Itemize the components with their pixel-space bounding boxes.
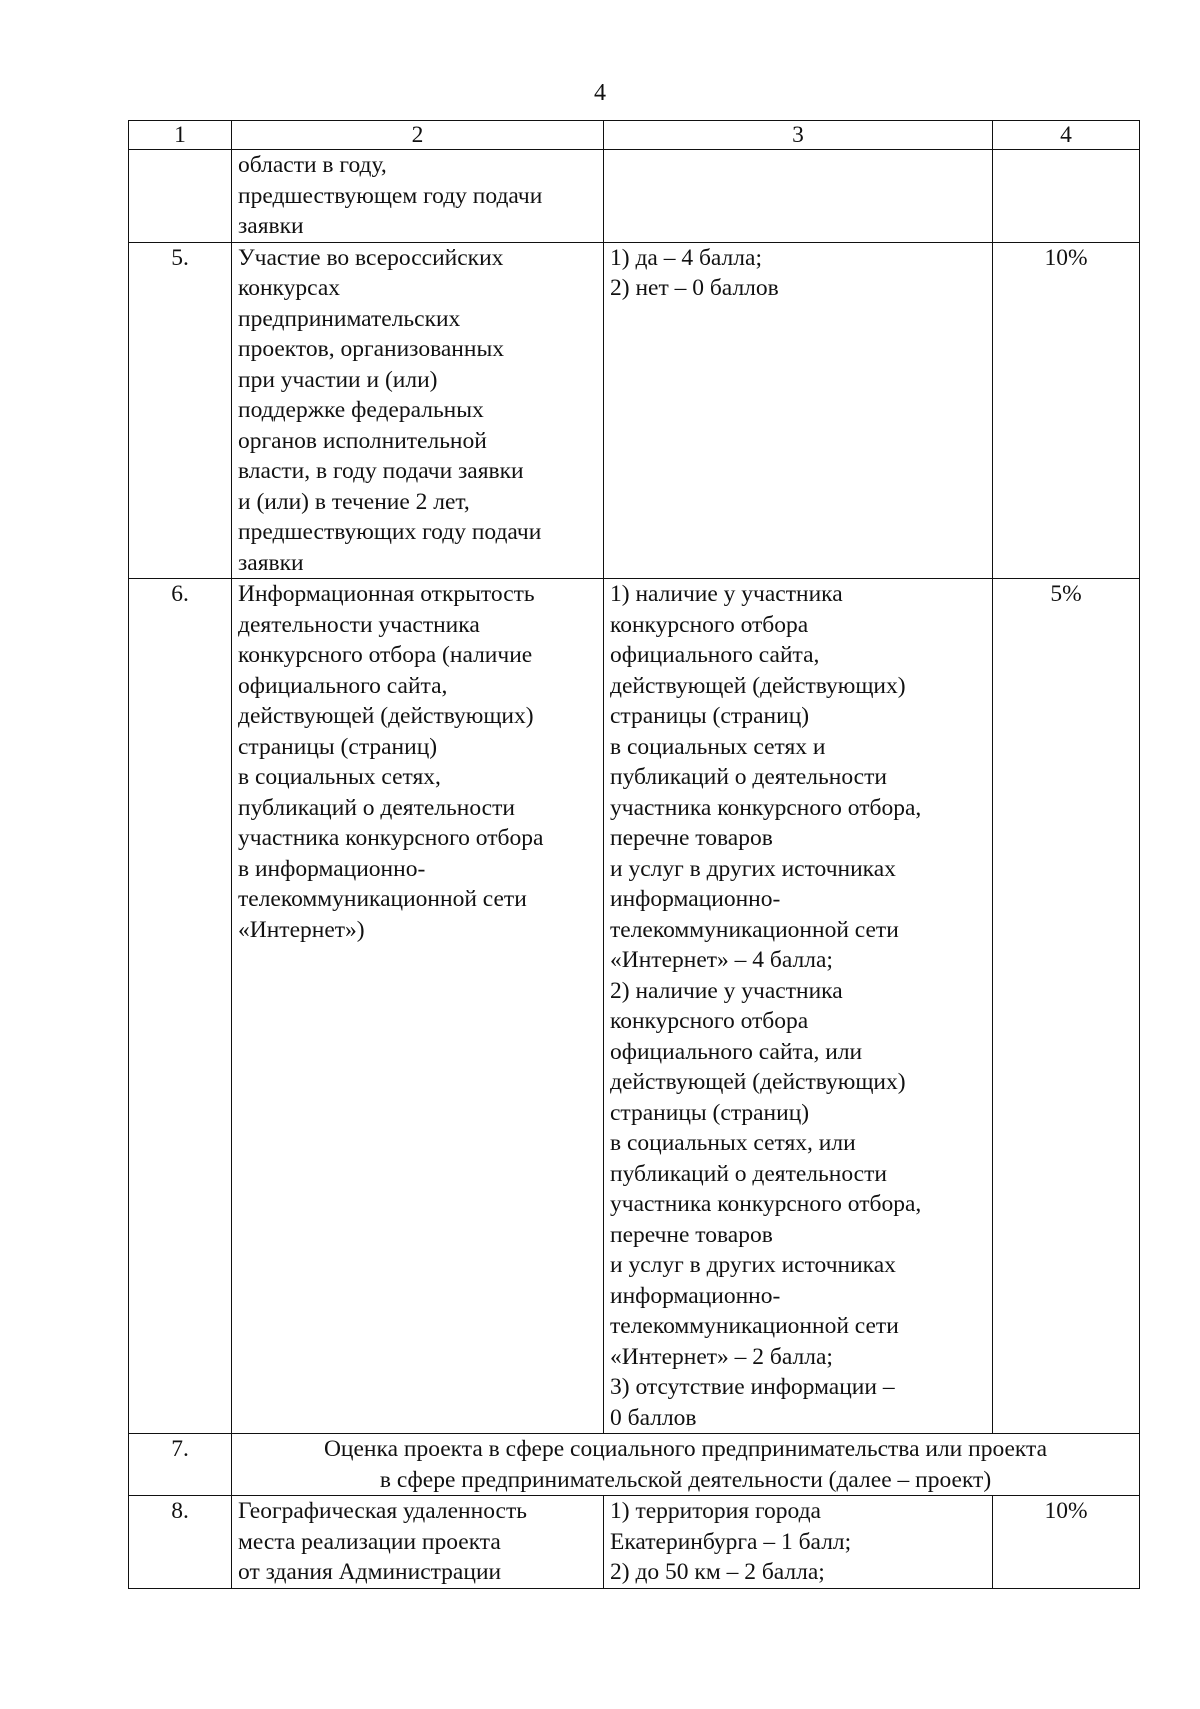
- scoring-text: 1) да – 4 балла; 2) нет – 0 баллов: [604, 242, 993, 579]
- row-number: [129, 150, 232, 243]
- weight-value: 5%: [993, 579, 1140, 1434]
- table-header-row: [129, 121, 1140, 150]
- weight-value: 10%: [993, 1496, 1140, 1589]
- page-number: 4: [594, 80, 606, 106]
- row-number: 6.: [129, 579, 232, 1434]
- scoring-text: 1) территория города Екатеринбурга – 1 балл; 2) до 50 км – 2 балла;: [604, 1496, 993, 1589]
- scoring-text: 1) наличие у участника конкурсного отбора официального сайта, действующей (действующих) страницы (страниц) в социальных сетях и публикаций о деятельности участника конкурсного отбора, перечне товаров и услуг в других источниках информационно- телекоммуникационной сети «Интернет» – 4 балла; 2) наличие у участника конкурсного отбора официального сайта, или действующей (действующих) страницы (страниц) в социальных сетях, или публикаций о деятельности участника конкурсного отбора, перечне товаров и услуг в других источниках информационно- телекоммуникационной сети «Интернет» – 2 балла; 3) отсутствие информации – 0 баллов: [604, 579, 993, 1434]
- criterion-text: области в году, предшествующем году подачи заявки: [232, 150, 604, 243]
- criteria-table: [128, 120, 1140, 1589]
- table-row: [129, 579, 1140, 1434]
- table-row: [129, 1496, 1140, 1589]
- table-row: [129, 242, 1140, 579]
- weight-value: [993, 150, 1140, 243]
- table-row: [129, 150, 1140, 243]
- criterion-text: Участие во всероссийских конкурсах предпринимательских проектов, организованных при участии и (или) поддержке федеральных органов исполнительной власти, в году подачи заявки и (или) в течение 2 лет, предшествующих году подачи заявки: [232, 242, 604, 579]
- scoring-text: [604, 150, 993, 243]
- weight-value: 10%: [993, 242, 1140, 579]
- header-col-2: 2: [232, 121, 604, 150]
- row-number: 8.: [129, 1496, 232, 1589]
- section-heading: Оценка проекта в сфере социального предпринимательства или проекта в сфере предпринимательской деятельности (далее – проект): [232, 1434, 1140, 1496]
- row-number: 5.: [129, 242, 232, 579]
- criterion-text: Информационная открытость деятельности участника конкурсного отбора (наличие официального сайта, действующей (действующих) страницы (страниц) в социальных сетях, публикаций о деятельности участника конкурсного отбора в информационно- телекоммуникационной сети «Интернет»): [232, 579, 604, 1434]
- criterion-text: Географическая удаленность места реализации проекта от здания Администрации: [232, 1496, 604, 1589]
- row-number: 7.: [129, 1434, 232, 1496]
- section-row: [129, 1434, 1140, 1496]
- header-col-1: 1: [129, 121, 232, 150]
- header-col-3: 3: [604, 121, 993, 150]
- header-col-4: 4: [993, 121, 1140, 150]
